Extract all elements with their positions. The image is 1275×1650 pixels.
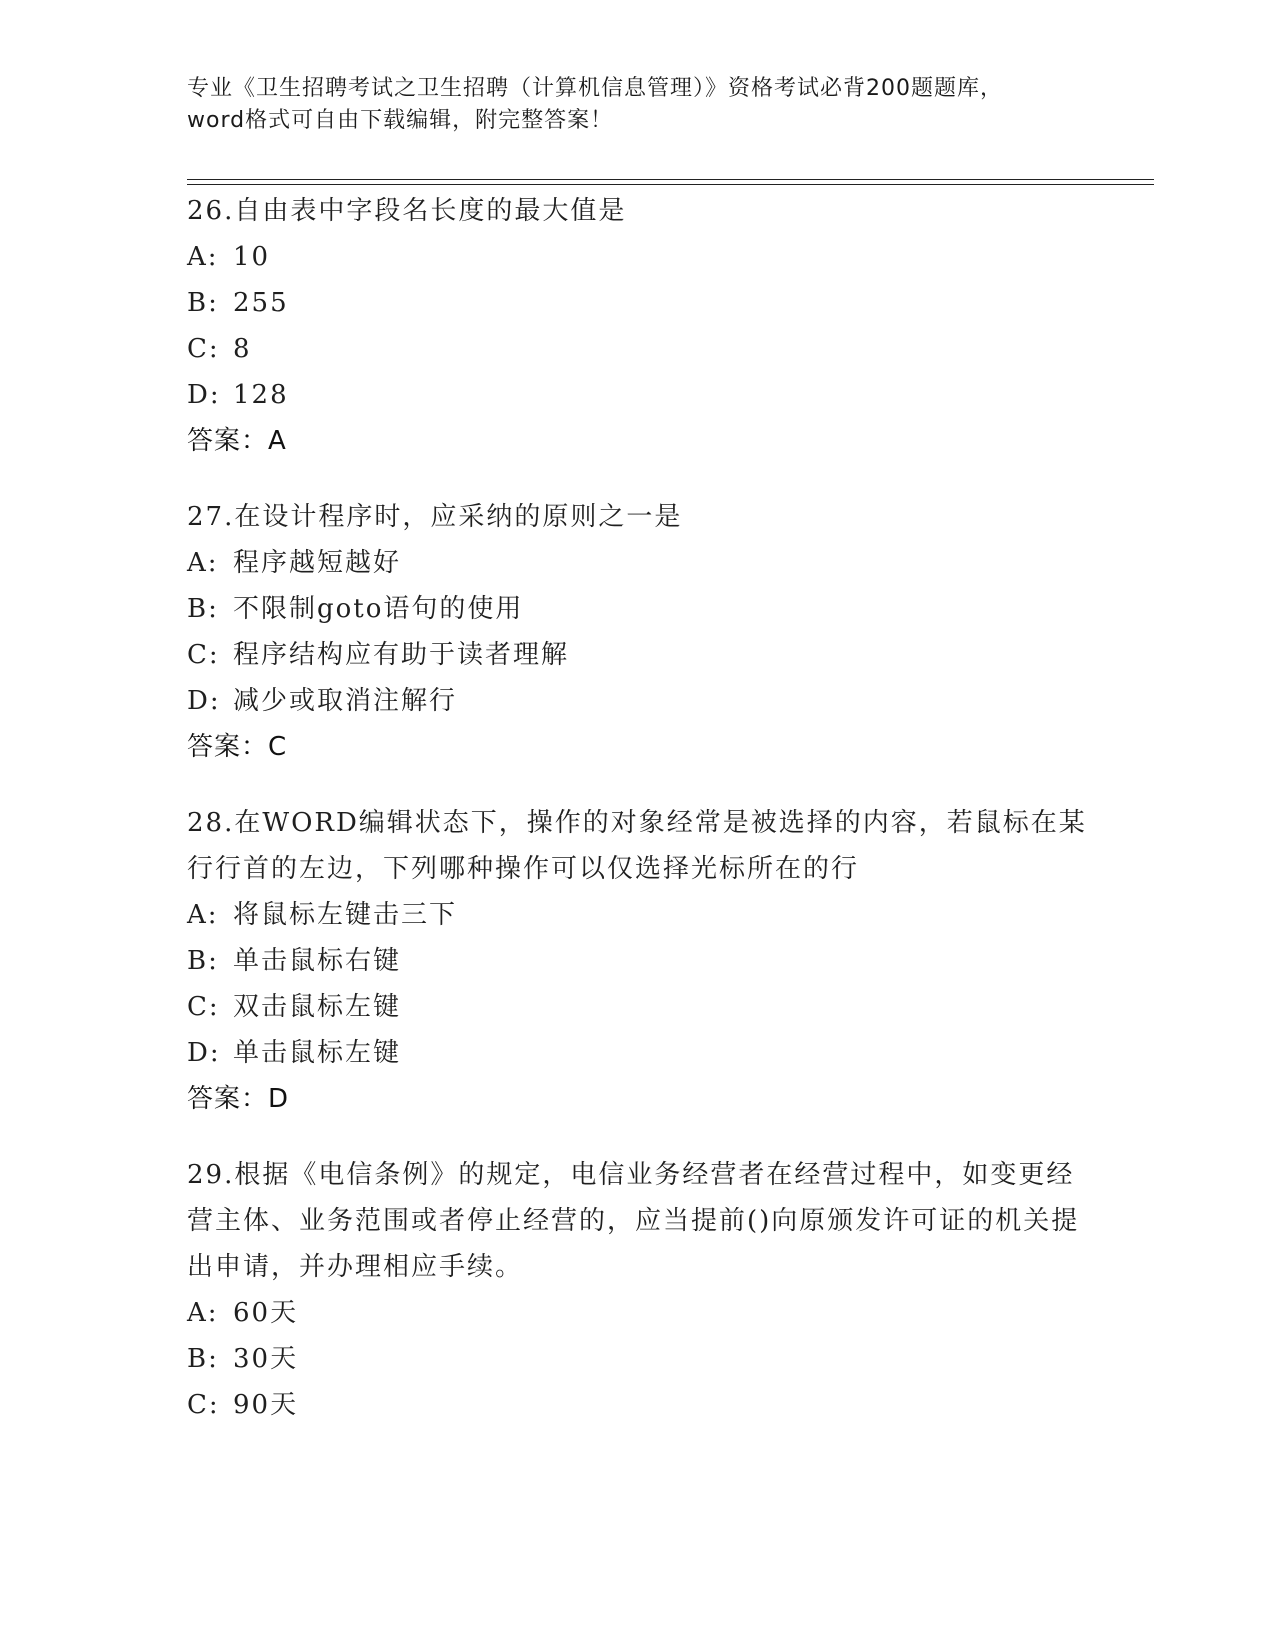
option-text: 90天 bbox=[233, 1390, 299, 1420]
option-b bbox=[187, 586, 1087, 632]
option-text: 将鼠标左键击三下 bbox=[233, 900, 458, 930]
option-letter: C: bbox=[187, 334, 220, 364]
option-d bbox=[187, 372, 1087, 418]
option-letter: B: bbox=[187, 288, 219, 318]
option-text: 255 bbox=[233, 288, 289, 318]
option-c bbox=[187, 1382, 1087, 1428]
option-text: 程序越短越好 bbox=[233, 548, 402, 578]
option-letter: B: bbox=[187, 594, 219, 624]
header-line-1: 专业《卫生招聘考试之卫生招聘（计算机信息管理）》资格考试必背200题题库， bbox=[187, 76, 1003, 101]
option-text: 30天 bbox=[233, 1344, 299, 1374]
option-text: 减少或取消注解行 bbox=[233, 686, 458, 716]
option-text: 单击鼠标左键 bbox=[233, 1038, 402, 1068]
question-26 bbox=[187, 188, 1087, 464]
option-b bbox=[187, 1336, 1087, 1382]
option-letter: D: bbox=[187, 380, 221, 410]
option-letter: B: bbox=[187, 1344, 219, 1374]
option-letter: A: bbox=[187, 900, 219, 930]
option-c bbox=[187, 984, 1087, 1030]
option-letter: C: bbox=[187, 1390, 220, 1420]
answer-line: 答案：D bbox=[187, 1084, 290, 1114]
option-a bbox=[187, 234, 1087, 280]
option-b bbox=[187, 280, 1087, 326]
option-text: 8 bbox=[233, 334, 252, 364]
document-header bbox=[187, 73, 1087, 137]
option-text: 单击鼠标右键 bbox=[233, 946, 402, 976]
option-letter: A: bbox=[187, 548, 219, 578]
question-stem: 26.自由表中字段名长度的最大值是 bbox=[187, 196, 627, 226]
option-letter: B: bbox=[187, 946, 219, 976]
option-c bbox=[187, 326, 1087, 372]
question-stem: 28.在WORD编辑状态下，操作的对象经常是被选择的内容，若鼠标在某行行首的左边，下列哪种操作可以仅选择光标所在的行 bbox=[187, 808, 1087, 884]
question-29 bbox=[187, 1152, 1087, 1428]
option-text: 128 bbox=[233, 380, 289, 410]
option-b bbox=[187, 938, 1087, 984]
header-divider-top bbox=[187, 179, 1154, 180]
option-letter: C: bbox=[187, 992, 220, 1022]
option-letter: A: bbox=[187, 242, 219, 272]
option-text: 60天 bbox=[233, 1298, 299, 1328]
option-c bbox=[187, 632, 1087, 678]
option-text: 不限制goto语句的使用 bbox=[233, 594, 524, 624]
question-list bbox=[187, 188, 1087, 1458]
option-letter: C: bbox=[187, 640, 220, 670]
option-a bbox=[187, 892, 1087, 938]
header-divider-bottom bbox=[187, 184, 1154, 185]
option-letter: D: bbox=[187, 1038, 221, 1068]
question-stem: 27.在设计程序时，应采纳的原则之一是 bbox=[187, 502, 683, 532]
answer-line: 答案：A bbox=[187, 426, 287, 456]
option-text: 10 bbox=[233, 242, 271, 272]
header-line-2: word格式可自由下载编辑，附完整答案！ bbox=[187, 108, 614, 133]
option-a bbox=[187, 1290, 1087, 1336]
option-text: 双击鼠标左键 bbox=[233, 992, 402, 1022]
option-d bbox=[187, 678, 1087, 724]
option-letter: A: bbox=[187, 1298, 219, 1328]
answer-line: 答案：C bbox=[187, 732, 288, 762]
question-28 bbox=[187, 800, 1087, 1122]
question-27 bbox=[187, 494, 1087, 770]
option-letter: D: bbox=[187, 686, 221, 716]
option-d bbox=[187, 1030, 1087, 1076]
option-a bbox=[187, 540, 1087, 586]
option-text: 程序结构应有助于读者理解 bbox=[233, 640, 570, 670]
question-stem: 29.根据《电信条例》的规定，电信业务经营者在经营过程中，如变更经营主体、业务范围或者停止经营的，应当提前()向原颁发许可证的机关提出申请，并办理相应手续。 bbox=[187, 1160, 1080, 1282]
